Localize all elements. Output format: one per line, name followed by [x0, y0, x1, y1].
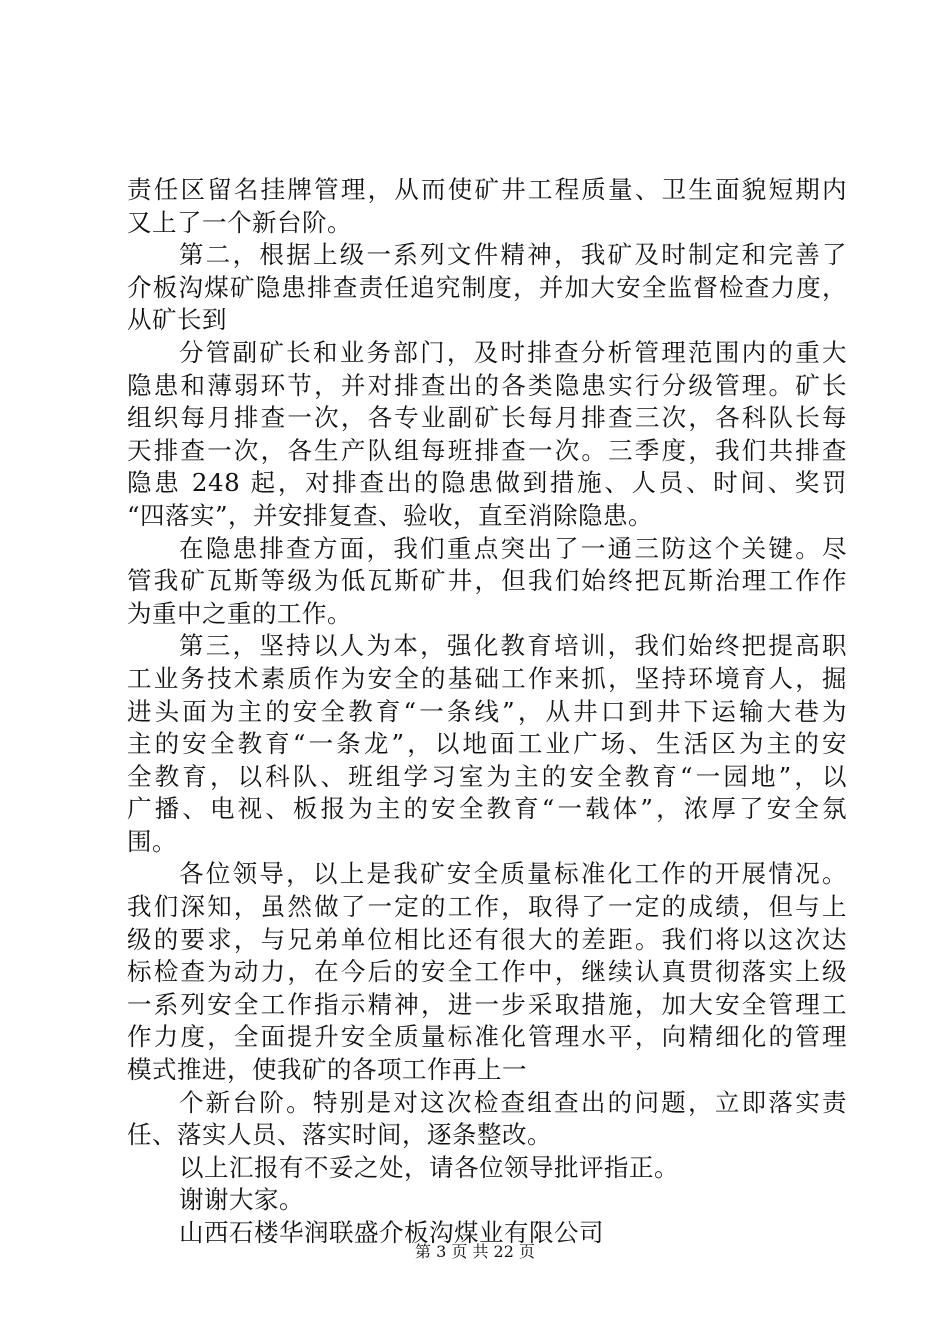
text-line: 我们深知，虽然做了一定的工作，取得了一定的成绩，但与上: [127, 892, 847, 922]
text-line: 标检查为动力，在今后的安全工作中，继续认真贯彻落实上级: [127, 957, 847, 987]
text-line: 分管副矿长和业务部门，及时排查分析管理范围内的重大: [179, 337, 847, 367]
text-line: 又上了一个新台阶。: [127, 207, 352, 237]
text-line: 介板沟煤矿隐患排查责任追究制度，并加大安全监督检查力度，: [127, 272, 847, 302]
text-line: 天排查一次，各生产队组每班排查一次。三季度，我们共排查: [127, 435, 847, 465]
text-line: 从矿长到: [127, 305, 227, 335]
text-line: 广播、电视、板报为主的安全教育“一载体”，浓厚了安全氛: [127, 794, 847, 824]
text-line: 在隐患排查方面，我们重点突出了一通三防这个关键。尽: [179, 533, 847, 563]
text-line: 全教育，以科队、班组学习室为主的安全教育“一园地”，以: [127, 761, 847, 791]
text-line: 围。: [127, 826, 177, 856]
text-line: 作力度，全面提升安全质量标准化管理水平，向精细化的管理: [127, 1022, 847, 1052]
text-line: 责任区留名挂牌管理，从而使矿井工程质量、卫生面貌短期内: [127, 175, 847, 204]
text-line: 第三，坚持以人为本，强化教育培训，我们始终把提高职: [179, 631, 847, 661]
text-line: 工业务技术素质作为安全的基础工作来抓，坚持环境育人，掘: [127, 663, 847, 693]
page-footer: 第 3 页 共 22 页: [415, 1242, 535, 1261]
text-line: 管我矿瓦斯等级为低瓦斯矿井，但我们始终把瓦斯治理工作作: [127, 566, 847, 596]
text-line: 以上汇报有不妥之处，请各位领导批评指正。: [179, 1152, 679, 1182]
text-line: 为重中之重的工作。: [127, 598, 352, 628]
text-line: 进头面为主的安全教育“一条线”，从井口到井下运输大巷为: [127, 696, 847, 726]
text-line: “四落实”，并安排复查、验收，直至消除隐患。: [127, 500, 654, 530]
text-line: 各位领导，以上是我矿安全质量标准化工作的开展情况。: [179, 859, 847, 889]
text-line: 主的安全教育“一条龙”，以地面工业广场、生活区为主的安: [127, 729, 847, 759]
text-line: 隐患 248 起，对排查出的隐患做到措施、人员、时间、奖罚: [127, 468, 847, 498]
text-line: 任、落实人员、落实时间，逐条整改。: [127, 1120, 552, 1150]
text-line: 个新台阶。特别是对这次检查组查出的问题，立即落实责: [179, 1087, 847, 1117]
text-line: 山西石楼华润联盛介板沟煤业有限公司: [179, 1218, 604, 1247]
text-line: 谢谢大家。: [179, 1185, 304, 1215]
text-line: 模式推进，使我矿的各项工作再上一: [127, 1055, 527, 1085]
text-line: 第二，根据上级一系列文件精神，我矿及时制定和完善了: [179, 240, 847, 270]
text-line: 隐患和薄弱环节，并对排查出的各类隐患实行分级管理。矿长: [127, 370, 847, 400]
text-line: 一系列安全工作指示精神，进一步采取措施，加大安全管理工: [127, 989, 847, 1019]
document-body: [127, 174, 847, 1250]
text-line: 组织每月排查一次，各专业副矿长每月排查三次，各科队长每: [127, 403, 847, 433]
text-line: 级的要求，与兄弟单位相比还有很大的差距。我们将以这次达: [127, 924, 847, 954]
